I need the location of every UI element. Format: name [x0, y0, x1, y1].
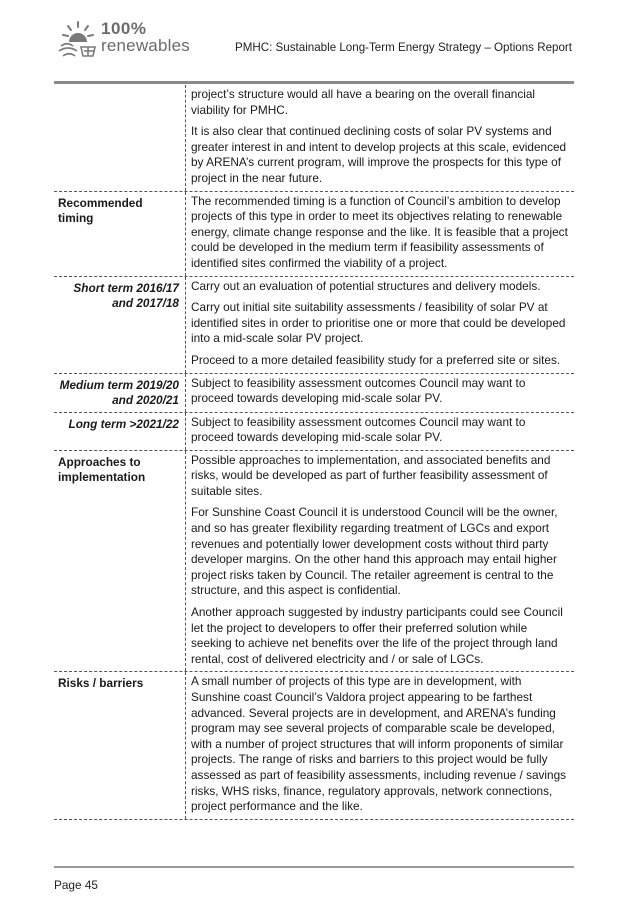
paragraph: For Sunshine Coast Council it is understood Council will be the owner, and so has greater flexibility regarding treatment of LGCs and export revenues and potentially lower development costs without third party developer margins. On the other hand this approach may entail higher project risks taken by Council. The retailer agreement is central to the structure, and this aspect is confidential.: [191, 505, 558, 598]
row-label: Recommended timing: [58, 195, 143, 225]
paragraph: A small number of projects of this type are in development, with Sunshine coast Council’s Valdora project appearing to be farthest advanced. Several projects are in development, and ARENA’s funding program may see several projects of comparable scale be developed, with a number of project structures that will inform proponents of similar projects. The range of risks and barriers to this project would be fully assessed as part of feasibility assessments, including revenue / savings risks, WHS risks, finance, regulatory approvals, network connections, project performance and the like.: [191, 674, 567, 814]
table-row: [54, 277, 574, 374]
logo-text-bottom: renewables: [101, 36, 190, 55]
row-content: [185, 413, 574, 450]
row-label: Risks / barriers: [58, 676, 144, 691]
header-rule: [54, 81, 574, 84]
row-content: [185, 374, 574, 412]
row-content: [185, 451, 574, 672]
paragraph: Subject to feasibility assessment outcomes Council may want to proceed towards developing mid-scale solar PV.: [191, 414, 526, 445]
row-label: [54, 85, 185, 191]
paragraph: The recommended timing is a function of Council’s ambition to develop projects of this type in order to meet its objectives relating to renewable energy, climate change response and the like. It is feasible that a project could be developed in the medium term if feasibility assessments of identified sites confirmed the viability of a project.: [191, 193, 568, 270]
sun-leaf-logo-icon: [55, 20, 101, 60]
paragraph: Proceed to a more detailed feasibility study for a preferred site or sites.: [191, 352, 561, 367]
row-label: Medium term 2019/20 and 2020/21: [59, 377, 179, 407]
table-row: [54, 413, 574, 451]
page-number: Page 45: [54, 878, 98, 892]
paragraph: Subject to feasibility assessment outcomes Council may want to proceed towards developing mid-scale solar PV.: [191, 375, 526, 406]
table-row: [54, 374, 574, 413]
row-label: Approaches to implementation: [58, 454, 146, 484]
footer-rule: [54, 866, 574, 868]
paragraph: project’s structure would all have a bearing on the overall financial viability for PMHC.: [191, 87, 536, 117]
row-content: [185, 192, 574, 276]
paragraph: Carry out an evaluation of potential structures and delivery models.: [191, 278, 541, 293]
logo-text-top: 100%: [101, 19, 147, 38]
row-label: Long term >2021/22: [68, 416, 179, 431]
row-content: [185, 85, 574, 191]
table-row: [54, 451, 574, 673]
options-table: [54, 85, 574, 820]
report-title: PMHC: Sustainable Long-Term Energy Strategy – Options Report: [234, 41, 572, 54]
paragraph: Another approach suggested by industry participants could see Council let the project to developers to offer their preferred solution while seeking to achieve net benefits over the life of the project through land rental, cost of delivered electricity and / or sale of LGCs.: [191, 605, 563, 666]
paragraph: It is also clear that continued declining costs of solar PV systems and greater interest in and intent to develop projects at this scale, evidenced by ARENA’s current program, will improve the prospects for this type of project in the near future.: [191, 124, 567, 185]
table-row: [54, 672, 574, 819]
paragraph: Carry out initial site suitability assessments / feasibility of solar PV at identified sites in order to prioritise one or more that could be developed into a mid-scale solar PV project.: [191, 300, 566, 346]
renewables-logo: [55, 20, 205, 60]
row-content: [185, 672, 574, 818]
page-header: [0, 0, 625, 80]
paragraph: Possible approaches to implementation, and associated benefits and risks, would be developed as part of further feasibility assessment of suitable sites.: [191, 452, 551, 498]
row-label: Short term 2016/17 and 2017/18: [73, 280, 179, 310]
row-content: [185, 277, 574, 373]
table-row: [54, 85, 574, 192]
table-row: [54, 192, 574, 277]
